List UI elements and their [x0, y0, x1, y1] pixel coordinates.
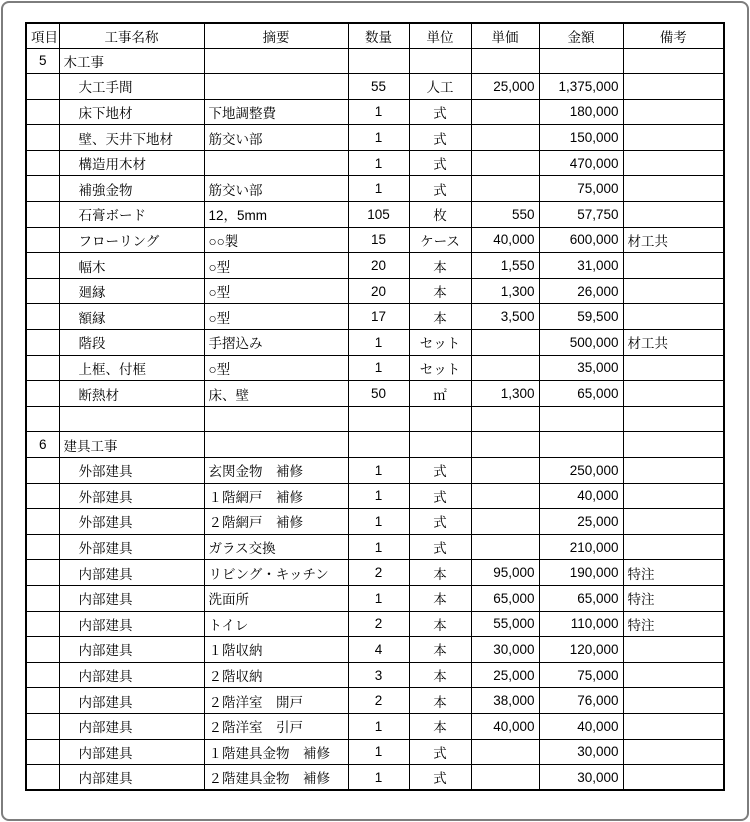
cell-unit: 本 [409, 688, 471, 714]
cell-description: ガラス交換 [204, 534, 348, 560]
header-row [26, 23, 724, 48]
cell-description: 玄関金物 補修 [204, 458, 348, 484]
cell-amount [539, 406, 623, 432]
table-row [26, 509, 724, 535]
cell-unit-price [471, 176, 539, 202]
cell-unit-price: 25,000 [471, 74, 539, 100]
cell-unit-price [471, 509, 539, 535]
cell-item-no [26, 739, 59, 765]
cell-remarks [623, 483, 724, 509]
cell-item-no: 5 [26, 48, 59, 74]
cell-quantity: 20 [348, 253, 409, 279]
cell-unit-price: 38,000 [471, 688, 539, 714]
cell-remarks [623, 381, 724, 407]
cell-remarks [623, 406, 724, 432]
table-row [26, 74, 724, 100]
cell-work-name: 外部建具 [59, 483, 204, 509]
cell-description [204, 150, 348, 176]
cell-quantity: 15 [348, 227, 409, 253]
estimate-table-header [26, 23, 724, 48]
cell-description: ○型 [204, 355, 348, 381]
cell-item-no [26, 560, 59, 586]
cell-work-name: 壁、天井下地材 [59, 125, 204, 151]
cell-amount: 40,000 [539, 713, 623, 739]
cell-item-no [26, 381, 59, 407]
cell-quantity: 1 [348, 150, 409, 176]
cell-work-name: 内部建具 [59, 713, 204, 739]
table-row [26, 432, 724, 458]
cell-amount: 120,000 [539, 637, 623, 663]
cell-remarks: 特注 [623, 611, 724, 637]
cell-quantity: 1 [348, 125, 409, 151]
cell-work-name: 断熱材 [59, 381, 204, 407]
cell-item-no [26, 534, 59, 560]
cell-item-no [26, 74, 59, 100]
table-row [26, 150, 724, 176]
table-row [26, 560, 724, 586]
cell-item-no [26, 355, 59, 381]
cell-unit: 本 [409, 253, 471, 279]
table-row [26, 585, 724, 611]
table-row [26, 99, 724, 125]
cell-description: リビング・キッチン [204, 560, 348, 586]
cell-item-no [26, 662, 59, 688]
cell-amount: 150,000 [539, 125, 623, 151]
cell-work-name: 石膏ボード [59, 202, 204, 228]
cell-quantity: 2 [348, 611, 409, 637]
cell-quantity: 1 [348, 765, 409, 791]
cell-unit: 式 [409, 125, 471, 151]
header-amount: 金額 [539, 23, 623, 48]
cell-quantity: 1 [348, 330, 409, 356]
cell-unit: 人工 [409, 74, 471, 100]
cell-quantity: 50 [348, 381, 409, 407]
cell-remarks: 材工共 [623, 227, 724, 253]
cell-remarks [623, 637, 724, 663]
cell-amount: 470,000 [539, 150, 623, 176]
cell-work-name [59, 406, 204, 432]
cell-item-no [26, 125, 59, 151]
cell-amount: 59,500 [539, 304, 623, 330]
cell-work-name: 床下地材 [59, 99, 204, 125]
table-row [26, 304, 724, 330]
cell-unit-price [471, 432, 539, 458]
cell-remarks [623, 662, 724, 688]
cell-unit-price: 40,000 [471, 713, 539, 739]
cell-unit: セット [409, 355, 471, 381]
table-row [26, 125, 724, 151]
cell-description: ○型 [204, 304, 348, 330]
table-row [26, 637, 724, 663]
header-work-name: 工事名称 [59, 23, 204, 48]
cell-item-no [26, 483, 59, 509]
cell-unit: 本 [409, 585, 471, 611]
cell-unit-price: 55,000 [471, 611, 539, 637]
cell-unit: 本 [409, 304, 471, 330]
cell-quantity [348, 48, 409, 74]
cell-description [204, 406, 348, 432]
cell-work-name: 内部建具 [59, 688, 204, 714]
cell-remarks [623, 202, 724, 228]
cell-unit-price [471, 330, 539, 356]
cell-unit-price: 40,000 [471, 227, 539, 253]
cell-work-name: 外部建具 [59, 534, 204, 560]
cell-item-no [26, 688, 59, 714]
cell-unit: 式 [409, 765, 471, 791]
cell-item-no [26, 227, 59, 253]
cell-unit: ケース [409, 227, 471, 253]
cell-unit-price [471, 534, 539, 560]
cell-unit-price [471, 483, 539, 509]
cell-description: 床、壁 [204, 381, 348, 407]
cell-description: ○○製 [204, 227, 348, 253]
cell-item-no [26, 176, 59, 202]
cell-amount: 210,000 [539, 534, 623, 560]
cell-work-name: 額縁 [59, 304, 204, 330]
cell-amount [539, 48, 623, 74]
cell-remarks [623, 253, 724, 279]
cell-item-no [26, 278, 59, 304]
cell-remarks [623, 458, 724, 484]
table-row [26, 202, 724, 228]
cell-description [204, 48, 348, 74]
table-row [26, 330, 724, 356]
estimate-table [25, 22, 725, 791]
cell-description: １階網戸 補修 [204, 483, 348, 509]
cell-amount: 25,000 [539, 509, 623, 535]
cell-remarks [623, 688, 724, 714]
cell-remarks [623, 48, 724, 74]
table-row [26, 688, 724, 714]
cell-description: １階収納 [204, 637, 348, 663]
cell-work-name: 階段 [59, 330, 204, 356]
cell-remarks: 材工共 [623, 330, 724, 356]
cell-item-no [26, 509, 59, 535]
cell-description: ２階建具金物 補修 [204, 765, 348, 791]
cell-amount: 180,000 [539, 99, 623, 125]
cell-remarks [623, 150, 724, 176]
cell-amount: 500,000 [539, 330, 623, 356]
cell-unit-price: 25,000 [471, 662, 539, 688]
cell-unit: 本 [409, 611, 471, 637]
cell-work-name: フローリング [59, 227, 204, 253]
cell-unit: ㎡ [409, 381, 471, 407]
cell-remarks [623, 125, 724, 151]
cell-item-no [26, 406, 59, 432]
table-row [26, 483, 724, 509]
cell-unit-price [471, 739, 539, 765]
cell-remarks [623, 355, 724, 381]
cell-amount: 40,000 [539, 483, 623, 509]
cell-quantity: 1 [348, 534, 409, 560]
header-unit: 単位 [409, 23, 471, 48]
cell-quantity: 1 [348, 739, 409, 765]
table-row [26, 713, 724, 739]
cell-amount: 30,000 [539, 739, 623, 765]
table-row [26, 253, 724, 279]
cell-item-no [26, 304, 59, 330]
cell-quantity: 3 [348, 662, 409, 688]
cell-remarks [623, 534, 724, 560]
cell-description: ○型 [204, 278, 348, 304]
cell-work-name: 内部建具 [59, 611, 204, 637]
cell-quantity [348, 406, 409, 432]
cell-amount: 57,750 [539, 202, 623, 228]
cell-quantity: 105 [348, 202, 409, 228]
cell-remarks [623, 432, 724, 458]
table-row [26, 227, 724, 253]
cell-unit-price [471, 355, 539, 381]
cell-amount: 75,000 [539, 176, 623, 202]
cell-quantity: 55 [348, 74, 409, 100]
estimate-table-body [26, 48, 724, 790]
cell-item-no [26, 637, 59, 663]
cell-quantity: 1 [348, 483, 409, 509]
cell-amount [539, 432, 623, 458]
cell-unit-price: 30,000 [471, 637, 539, 663]
cell-unit: 式 [409, 99, 471, 125]
cell-work-name: 構造用木材 [59, 150, 204, 176]
cell-description: 12，5mm [204, 202, 348, 228]
cell-unit-price: 550 [471, 202, 539, 228]
cell-amount: 1,375,000 [539, 74, 623, 100]
cell-work-name: 内部建具 [59, 765, 204, 791]
cell-quantity: 2 [348, 560, 409, 586]
cell-item-no [26, 611, 59, 637]
cell-quantity: 2 [348, 688, 409, 714]
cell-unit-price [471, 458, 539, 484]
cell-remarks: 特注 [623, 560, 724, 586]
cell-description: 筋交い部 [204, 125, 348, 151]
cell-unit: 式 [409, 739, 471, 765]
cell-item-no [26, 585, 59, 611]
cell-quantity: 4 [348, 637, 409, 663]
cell-description: 洗面所 [204, 585, 348, 611]
cell-unit-price: 1,300 [471, 381, 539, 407]
header-quantity: 数量 [348, 23, 409, 48]
cell-item-no [26, 765, 59, 791]
cell-remarks: 特注 [623, 585, 724, 611]
cell-description: 下地調整費 [204, 99, 348, 125]
cell-item-no [26, 202, 59, 228]
cell-unit: 式 [409, 176, 471, 202]
cell-amount: 600,000 [539, 227, 623, 253]
cell-remarks [623, 278, 724, 304]
cell-amount: 26,000 [539, 278, 623, 304]
cell-work-name: 建具工事 [59, 432, 204, 458]
cell-unit-price: 95,000 [471, 560, 539, 586]
cell-quantity: 1 [348, 713, 409, 739]
cell-quantity: 1 [348, 509, 409, 535]
header-remarks: 備考 [623, 23, 724, 48]
cell-description: ２階収納 [204, 662, 348, 688]
cell-description: ２階洋室 引戸 [204, 713, 348, 739]
cell-work-name: 外部建具 [59, 458, 204, 484]
cell-unit-price [471, 150, 539, 176]
cell-description: 筋交い部 [204, 176, 348, 202]
cell-work-name: 内部建具 [59, 637, 204, 663]
cell-amount: 65,000 [539, 585, 623, 611]
cell-unit-price: 3,500 [471, 304, 539, 330]
cell-work-name: 内部建具 [59, 560, 204, 586]
cell-description: ○型 [204, 253, 348, 279]
cell-amount: 30,000 [539, 765, 623, 791]
cell-description: ２階洋室 開戸 [204, 688, 348, 714]
cell-unit [409, 432, 471, 458]
cell-remarks [623, 713, 724, 739]
table-row [26, 662, 724, 688]
table-row [26, 48, 724, 74]
cell-unit-price: 1,550 [471, 253, 539, 279]
header-unit-price: 単価 [471, 23, 539, 48]
table-row [26, 355, 724, 381]
cell-amount: 75,000 [539, 662, 623, 688]
cell-work-name: 木工事 [59, 48, 204, 74]
cell-amount: 65,000 [539, 381, 623, 407]
cell-unit-price [471, 99, 539, 125]
cell-work-name: 内部建具 [59, 662, 204, 688]
cell-work-name: 外部建具 [59, 509, 204, 535]
cell-unit: 本 [409, 713, 471, 739]
cell-unit: 本 [409, 662, 471, 688]
cell-item-no [26, 253, 59, 279]
table-row [26, 765, 724, 791]
cell-amount: 35,000 [539, 355, 623, 381]
table-row [26, 458, 724, 484]
cell-quantity: 1 [348, 585, 409, 611]
cell-amount: 110,000 [539, 611, 623, 637]
cell-item-no: 6 [26, 432, 59, 458]
cell-item-no [26, 458, 59, 484]
table-row [26, 406, 724, 432]
header-item-no: 項目 [26, 23, 59, 48]
cell-remarks [623, 304, 724, 330]
cell-description: 手摺込み [204, 330, 348, 356]
cell-unit: 式 [409, 458, 471, 484]
cell-remarks [623, 74, 724, 100]
cell-work-name: 大工手間 [59, 74, 204, 100]
cell-unit-price [471, 765, 539, 791]
cell-quantity [348, 432, 409, 458]
cell-amount: 190,000 [539, 560, 623, 586]
cell-unit: 枚 [409, 202, 471, 228]
cell-unit-price [471, 125, 539, 151]
cell-item-no [26, 99, 59, 125]
cell-unit: 式 [409, 509, 471, 535]
cell-item-no [26, 330, 59, 356]
table-row [26, 611, 724, 637]
cell-unit-price [471, 406, 539, 432]
cell-unit [409, 48, 471, 74]
cell-description: １階建具金物 補修 [204, 739, 348, 765]
cell-unit-price: 1,300 [471, 278, 539, 304]
table-row [26, 534, 724, 560]
cell-work-name: 廻縁 [59, 278, 204, 304]
cell-quantity: 1 [348, 176, 409, 202]
cell-work-name: 内部建具 [59, 739, 204, 765]
cell-quantity: 17 [348, 304, 409, 330]
cell-quantity: 1 [348, 458, 409, 484]
cell-description [204, 74, 348, 100]
header-description: 摘要 [204, 23, 348, 48]
cell-unit: 本 [409, 278, 471, 304]
cell-work-name: 上框、付框 [59, 355, 204, 381]
cell-description [204, 432, 348, 458]
cell-unit [409, 406, 471, 432]
cell-item-no [26, 150, 59, 176]
cell-remarks [623, 765, 724, 791]
cell-unit: 式 [409, 150, 471, 176]
cell-remarks [623, 176, 724, 202]
cell-quantity: 20 [348, 278, 409, 304]
cell-unit-price: 65,000 [471, 585, 539, 611]
cell-remarks [623, 739, 724, 765]
cell-unit-price [471, 48, 539, 74]
cell-quantity: 1 [348, 99, 409, 125]
table-row [26, 739, 724, 765]
cell-unit: 本 [409, 637, 471, 663]
cell-amount: 31,000 [539, 253, 623, 279]
cell-description: トイレ [204, 611, 348, 637]
cell-description: ２階網戸 補修 [204, 509, 348, 535]
cell-unit: 式 [409, 483, 471, 509]
cell-remarks [623, 509, 724, 535]
cell-quantity: 1 [348, 355, 409, 381]
cell-work-name: 補強金物 [59, 176, 204, 202]
table-row [26, 381, 724, 407]
cell-item-no [26, 713, 59, 739]
cell-remarks [623, 99, 724, 125]
cell-amount: 76,000 [539, 688, 623, 714]
cell-amount: 250,000 [539, 458, 623, 484]
cell-work-name: 内部建具 [59, 585, 204, 611]
table-row [26, 176, 724, 202]
cell-unit: 式 [409, 534, 471, 560]
cell-unit: 本 [409, 560, 471, 586]
cell-unit: セット [409, 330, 471, 356]
cell-work-name: 幅木 [59, 253, 204, 279]
table-row [26, 278, 724, 304]
